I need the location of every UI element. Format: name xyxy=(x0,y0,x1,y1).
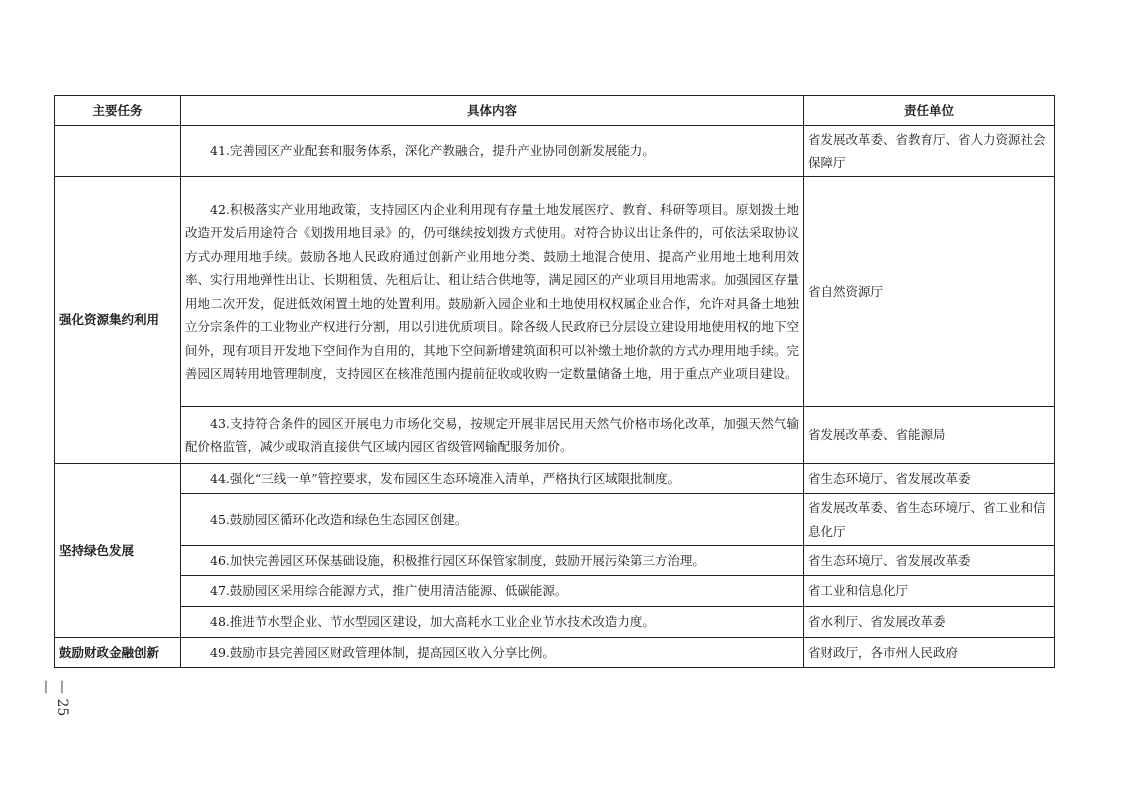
unit-cell: 省发展改革委、省能源局 xyxy=(804,407,1055,464)
unit-cell: 省发展改革委、省教育厅、省人力资源社会保障厅 xyxy=(804,126,1055,177)
header-content: 具体内容 xyxy=(181,96,804,126)
task-cell: 坚持绿色发展 xyxy=(55,464,181,638)
table-row xyxy=(55,407,1055,464)
table-row xyxy=(55,607,1055,638)
table-row xyxy=(55,638,1055,668)
content-cell: 46.加快完善园区环保基础设施，积极推行园区环保管家制度，鼓励开展污染第三方治理。 xyxy=(181,546,804,576)
page-number: — 25 — xyxy=(38,680,70,717)
task-cell: 鼓励财政金融创新 xyxy=(55,638,181,668)
content-cell: 44.强化“三线一单”管控要求，发布园区生态环境准入清单，严格执行区域限批制度。 xyxy=(181,464,804,494)
content-cell: 47.鼓励园区采用综合能源方式，推广使用清洁能源、低碳能源。 xyxy=(181,576,804,607)
header-unit: 责任单位 xyxy=(804,96,1055,126)
unit-cell: 省自然资源厅 xyxy=(804,177,1055,407)
unit-cell: 省财政厅，各市州人民政府 xyxy=(804,638,1055,668)
table-row xyxy=(55,177,1055,407)
unit-cell: 省水利厅、省发展改革委 xyxy=(804,607,1055,638)
table-row xyxy=(55,126,1055,177)
table-row xyxy=(55,494,1055,546)
table-row xyxy=(55,576,1055,607)
table-header-row xyxy=(55,96,1055,126)
header-task: 主要任务 xyxy=(55,96,181,126)
content-cell: 48.推进节水型企业、节水型园区建设，加大高耗水工业企业节水技术改造力度。 xyxy=(181,607,804,638)
task-cell: 强化资源集约利用 xyxy=(55,177,181,464)
content-cell: 41.完善园区产业配套和服务体系，深化产教融合，提升产业协同创新发展能力。 xyxy=(181,126,804,177)
content-cell: 45.鼓励园区循环化改造和绿色生态园区创建。 xyxy=(181,494,804,546)
unit-cell: 省发展改革委、省生态环境厅、省工业和信息化厅 xyxy=(804,494,1055,546)
table-row xyxy=(55,546,1055,576)
content-cell: 42.积极落实产业用地政策，支持园区内企业利用现有存量土地发展医疗、教育、科研等项目。原划拨土地改造开发后用途符合《划拨用地目录》的，仍可继续按划拨方式使用。对符合协议出让条件的，可依法采取协议方式办理用地手续。鼓励各地人民政府通过创新产业用地分类、鼓励土地混合使用、提高产业用地土地利用效率、实行用地弹性出让、长期租赁、先租后让、租让结合供地等，满足园区的产业项目用地需求。加强园区存量用地二次开发，促进低效闲置土地的处置利用。鼓励新入园企业和土地使用权权属企业合作，允许对具备土地独立分宗条件的工业物业产权进行分割，用以引进优质项目。除各级人民政府已分层设立建设用地使用权的地下空间外，现有项目开发地下空间作为自用的，其地下空间新增建筑面积可以补缴土地价款的方式办理用地手续。完善园区周转用地管理制度，支持园区在核准范围内提前征收或收购一定数量储备土地，用于重点产业项目建设。 xyxy=(181,177,804,407)
table-row xyxy=(55,464,1055,494)
content-cell: 49.鼓励市县完善园区财政管理体制，提高园区收入分享比例。 xyxy=(181,638,804,668)
unit-cell: 省工业和信息化厅 xyxy=(804,576,1055,607)
task-cell-empty xyxy=(55,126,181,177)
unit-cell: 省生态环境厅、省发展改革委 xyxy=(804,546,1055,576)
unit-cell: 省生态环境厅、省发展改革委 xyxy=(804,464,1055,494)
content-cell: 43.支持符合条件的园区开展电力市场化交易，按规定开展非居民用天然气价格市场化改革，加强天然气输配价格监管，减少或取消直接供气区域内园区省级管网输配服务加价。 xyxy=(181,407,804,464)
responsibility-table xyxy=(54,95,1055,668)
